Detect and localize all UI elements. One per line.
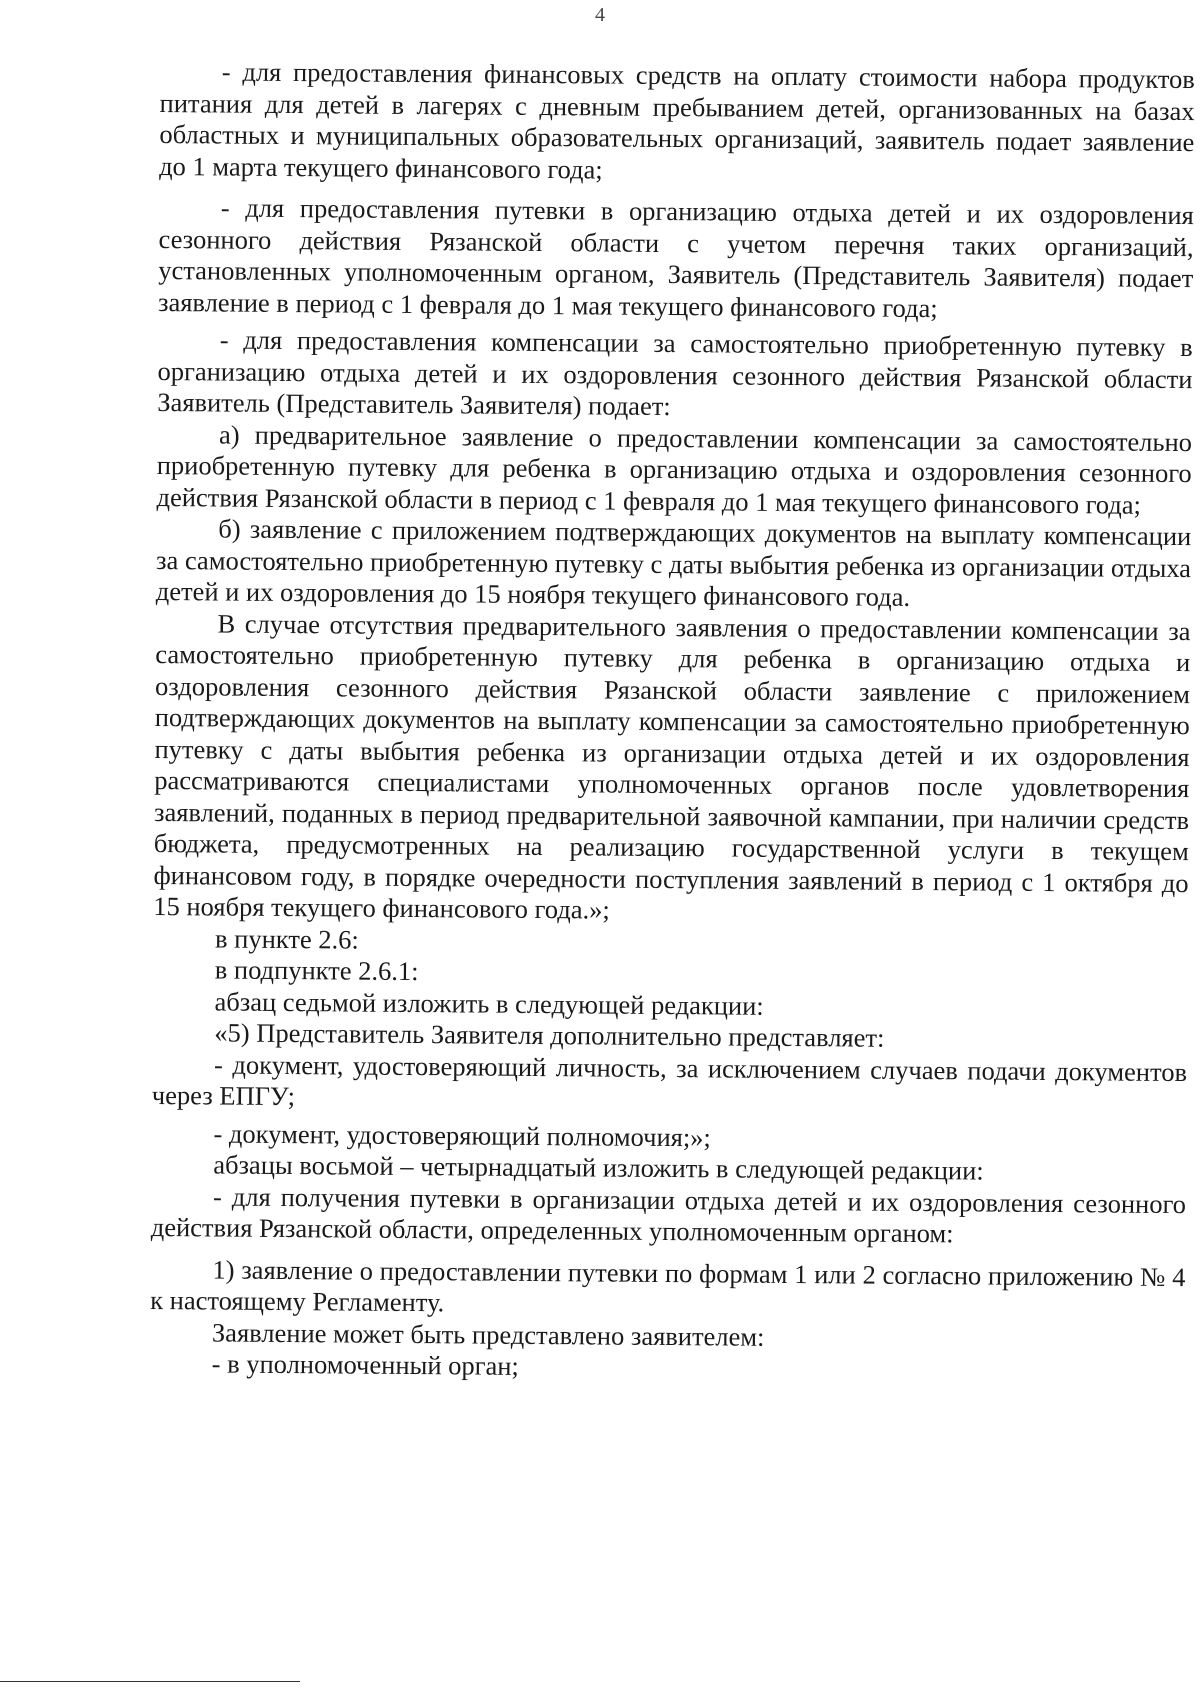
paragraph: В случае отсутствия предварительного заявления о предоставлении компенсации за самостоятельно приобретенную путевку для ребенка в организацию отдыха и оздоровления сезонного действия Рязанской области заявление с приложением подтверждающих документов на выплату компенсации за самостоятельно приобретенную путевку с даты выбытия ребенка из организации отдыха детей и их оздоровления рассматриваются специалистами уполномоченных органов после удовлетворения заявлений, поданных в период предварительной заявочной кампании, при наличии средств бюджета, предусмотренных на реализацию государственной услуги в текущем финансовом году, в порядке очередности поступления заявлений в период с 1 октября до 15 ноября текущего финансового года.»; (153, 607, 1191, 925)
document-body (150, 56, 1195, 1388)
paragraph: Заявление может быть представлено заявителем: (211, 1316, 765, 1352)
paragraph: а) предварительное заявление о предоставлении компенсации за самостоятельно приобретенную путевку для ребенка в организацию отдыха и оздоровления сезонного действия Рязанской области в период с 1 февраля до 1 мая текущего финансового года; (156, 418, 1193, 520)
paragraph: в подпункте 2.6.1: (214, 954, 419, 987)
paragraph: - для предоставления компенсации за самостоятельно приобретенную путевку в организацию отдыха детей и их оздоровления сезонного действия Рязанской области Заявитель (Представитель Заявителя) подает: (157, 324, 1193, 422)
page-number: 4 (595, 4, 605, 26)
paragraph: - для предоставления путевки в организацию отдыха детей и их оздоровления сезонного действия Рязанской области с учетом перечня таких организаций, установленных уполномоченным органом, Заявитель (Представитель Заявителя) подает заявление в период с 1 февраля до 1 мая текущего финансового года; (157, 192, 1194, 323)
paragraph: - документ, удостоверяющий личность, за исключением случаев подачи документов через ЕПГУ; (151, 1048, 1188, 1112)
paragraph: - для получения путевки в организации отдыха детей и их оздоровления сезонного действия Рязанской области, определенных уполномоченным органом: (150, 1180, 1187, 1249)
paragraph: абзацы восьмой – четырнадцатый изложить в следующей редакции: (213, 1149, 984, 1186)
paragraph: б) заявление с приложением подтверждающих документов на выплату компенсации за самостоятельно приобретенную путевку с даты выбытия ребенка из организации отдыха детей и их оздоровления до 15 ноября текущего финансового года. (155, 513, 1192, 612)
paragraph: абзац седьмой изложить в следующей редакции: (214, 985, 764, 1021)
paragraph: - для предоставления финансовых средств на оплату стоимости набора продуктов питания для детей в лагерях с дневным пребыванием детей, организованных на базах областных и муниципальных образовательных организаций, заявитель подает заявление до 1 марта текущего финансового года; (159, 56, 1195, 184)
paragraph: - документ, удостоверяющий полномочия;»; (213, 1117, 711, 1152)
paragraph: «5) Представитель Заявителя дополнительно представляет: (214, 1017, 885, 1053)
footer-rule (0, 1681, 300, 1682)
paragraph: - в уполномоченный орган; (211, 1348, 519, 1381)
paragraph: 1) заявление о предоставлении путевки по формам 1 или 2 согласно приложению № 4 к настоящему Регламенту. (150, 1253, 1186, 1318)
paragraph: в пункте 2.6: (214, 922, 359, 955)
